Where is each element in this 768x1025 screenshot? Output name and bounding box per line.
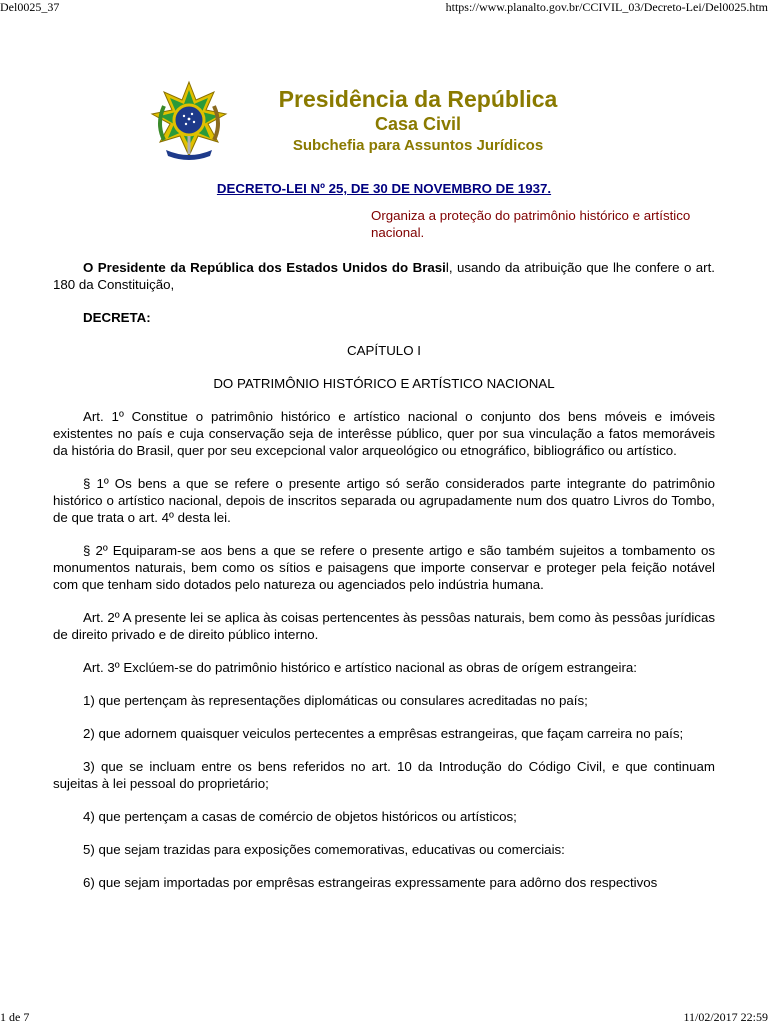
- article-3-item: 5) que sejam trazidas para exposições comemorativas, educativas ou comerciais:: [83, 842, 565, 857]
- decree-title-link[interactable]: DECRETO-LEI Nº 25, DE 30 DE NOVEMBRO DE 1937.: [216, 181, 552, 196]
- brazil-coat-of-arms-icon: [148, 80, 230, 162]
- article-1-paragraph-2: § 2º Equiparam-se aos bens a que se refere o presente artigo e são também sujeitos a tombamento os monumentos naturais, bem como os sítios e paisagens que importe conservar e proteger pela feição notável com que tenham sido dotados pelo natureza ou agenciados pelo indústria humana.: [53, 543, 715, 592]
- decree-title-wrapper: [53, 180, 715, 197]
- chapter-title: DO PATRIMÔNIO HISTÓRICO E ARTÍSTICO NACIONAL: [213, 376, 555, 391]
- preamble-rest: l, usando da atribuição que lhe confere o art. 180 da Constituição,: [53, 260, 715, 292]
- page-counter: 1 de 7: [0, 1010, 30, 1024]
- preamble: [53, 259, 715, 293]
- article-1-paragraph-1: § 1º Os bens a que se refere o presente artigo só serão considerados parte integrante do patrimônio histórico o artístico nacional, depois de inscritos separada ou agrupadamente num dos quatro Livros do Tombo, de que trata o art. 4º desta lei.: [53, 476, 715, 525]
- header-titles: [240, 86, 596, 157]
- article-3-item: 1) que pertençam às representações diplomáticas ou consulares acreditadas no país;: [83, 693, 588, 708]
- page-subtitle-2: Subchefia para Assuntos Jurídicos: [292, 137, 544, 154]
- print-header: [0, 0, 768, 14]
- page-title: Presidência da República: [278, 86, 558, 112]
- article-3-item: 6) que sejam importadas por emprêsas estrangeiras expressamente para adôrno dos respectivos: [83, 875, 658, 890]
- print-timestamp: 11/02/2017 22:59: [683, 1010, 768, 1024]
- preamble-bold: O Presidente da República dos Estados Unidos do Brasi: [83, 260, 446, 275]
- page-header: [0, 80, 768, 170]
- decree-ementa: Organiza a proteção do patrimônio histórico e artístico nacional.: [371, 208, 691, 240]
- chapter-heading: CAPÍTULO I: [347, 343, 421, 358]
- document-body: [53, 180, 715, 891]
- article-3: Art. 3º Exclúem-se do patrimônio histórico e artístico nacional as obras de orígem estrangeira:: [83, 660, 637, 675]
- print-header-url: https://www.planalto.gov.br/CCIVIL_03/Decreto-Lei/Del0025.htm: [445, 0, 768, 14]
- page-subtitle: Casa Civil: [374, 114, 462, 134]
- decreta-label: DECRETA:: [83, 310, 151, 325]
- article-3-item: 4) que pertençam a casas de comércio de objetos históricos ou artísticos;: [83, 809, 517, 824]
- print-header-title: Del0025_37: [0, 0, 60, 14]
- article-1: Art. 1º Constitue o patrimônio histórico e artístico nacional o conjunto dos bens móveis e imóveis existentes no país e cuja conservação seja de interêsse público, quer por sua vinculação a fatos memoráveis da história do Brasil, quer por seu excepcional valor arqueológico ou etnográfico, bibliográfico ou artístico.: [53, 409, 715, 458]
- article-3-item: 2) que adornem quaisquer veiculos pertecentes a emprêsas estrangeiras, que façam carreira no país;: [83, 726, 684, 741]
- article-3-item: 3) que se incluam entre os bens referidos no art. 10 da Introdução do Código Civil, e que continuam sujeitas à lei pessoal do proprietário;: [53, 759, 715, 791]
- print-footer: [0, 1010, 768, 1024]
- article-2: Art. 2º A presente lei se aplica às coisas pertencentes às pessôas naturais, bem como às pessôas jurídicas de direito privado e de direito público interno.: [53, 610, 715, 642]
